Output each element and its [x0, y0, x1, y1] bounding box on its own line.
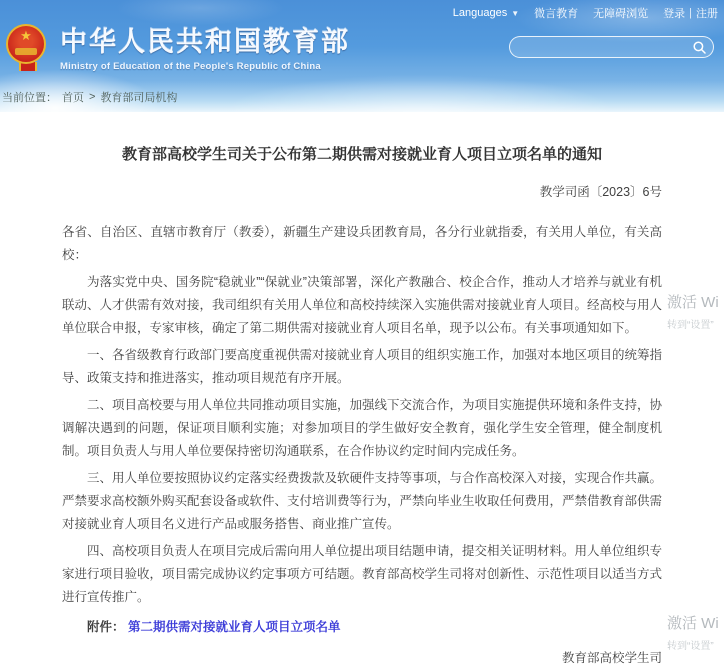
- site-title-cn: 中华人民共和国教育部: [60, 27, 350, 57]
- attachment-label: 附件：: [87, 620, 125, 634]
- notice-document: [0, 112, 724, 670]
- breadcrumb-current[interactable]: 教育部司局机构: [100, 92, 178, 104]
- site-header: [0, 0, 724, 112]
- watermark-line2: 转到“设置”: [667, 641, 714, 652]
- site-logo[interactable]: [6, 24, 350, 78]
- breadcrumb-home-link[interactable]: 首页: [62, 92, 84, 104]
- site-title-en: Ministry of Education of the People's Republic of China: [60, 61, 321, 72]
- search-icon[interactable]: [693, 41, 706, 54]
- search-box: [509, 36, 714, 58]
- watermark-line1: 激活 Wi: [667, 294, 719, 311]
- nav-accessibility-link[interactable]: 无障碍浏览: [593, 8, 649, 20]
- paragraph-item-4: 四、高校项目负责人在项目完成后需向用人单位提出项目结题申请，提交相关证明材料。用人单位组织专家进行项目验收，项目需完成协议约定事项方可结题。教育部高校学生司将对创新性、示范性项目以适当方式进行宣传推广。: [62, 544, 663, 604]
- breadcrumb-separator: >: [89, 91, 96, 103]
- chevron-down-icon: ▼: [511, 8, 520, 18]
- login-link[interactable]: 登录: [663, 8, 686, 20]
- paragraph-item-1: 一、各省级教育行政部门要高度重视供需对接就业育人项目的组织实施工作，加强对本地区项目的统筹指导、政策支持和推进落实，推动项目规范有序开展。: [62, 348, 663, 385]
- page-title: 教育部高校学生司关于公布第二期供需对接就业育人项目立项名单的通知: [121, 146, 602, 163]
- watermark-line2: 转到“设置”: [667, 320, 714, 331]
- nav-login-register: [663, 5, 718, 21]
- national-emblem-icon: [6, 24, 50, 78]
- breadcrumb: [2, 89, 177, 105]
- brand-text: [60, 26, 350, 72]
- paragraph-item-3: 三、用人单位要按照协议约定落实经费拨款及软硬件支持等事项，与合作高校深入对接，实现合作共赢。严禁要求高校额外购买配套设备或软件、支付培训费等行为，严禁向毕业生收取任何费用，严禁借教育部供需对接就业育人项目名义进行产品或服务搭售、商业推广宣传。: [62, 471, 663, 531]
- search-input[interactable]: [510, 37, 693, 57]
- paragraph-intro: 为落实党中央、国务院“稳就业”“保就业”决策部署，深化产教融合、校企合作，推动人才培养与就业有机联动、人才供需有效对接，我司组织有关用人单位和高校持续深入实施供需对接就业育人项目。经高校与用人单位联合申报，专家审核，确定了第二期供需对接就业育人项目名单，现予以公布。有关事项通知如下。: [62, 275, 663, 335]
- watermark-line1: 激活 Wi: [667, 615, 719, 632]
- salutation: 各省、自治区、直辖市教育厅（教委），新疆生产建设兵团教育局，各分行业就指委，有关用人单位，有关高校：: [62, 225, 662, 262]
- signature: 教育部高校学生司: [561, 651, 662, 665]
- languages-menu[interactable]: [453, 7, 519, 19]
- nav-divider: |: [689, 7, 692, 19]
- document-number: 教学司函〔2023〕6号: [539, 185, 662, 199]
- register-link[interactable]: 注册: [696, 8, 718, 20]
- paragraph-item-2: 二、项目高校要与用人单位共同推动项目实施，加强线下交流合作，为项目实施提供环境和条件支持，协调解决遇到的问题，保证项目顺利实施；对参加项目的学生做好安全教育，强化学生安全管理，健全制度机制。项目负责人与用人单位要保持密切沟通联系，在合作协议约定时间内完成任务。: [62, 398, 663, 458]
- languages-label: Languages: [452, 7, 508, 19]
- breadcrumb-label: 当前位置：: [2, 92, 57, 104]
- attachment-link[interactable]: 第二期供需对接就业育人项目立项名单: [128, 620, 341, 634]
- attachment-row: [62, 616, 662, 639]
- top-nav: [453, 5, 718, 21]
- nav-weiyan-link[interactable]: 微言教育: [534, 8, 579, 20]
